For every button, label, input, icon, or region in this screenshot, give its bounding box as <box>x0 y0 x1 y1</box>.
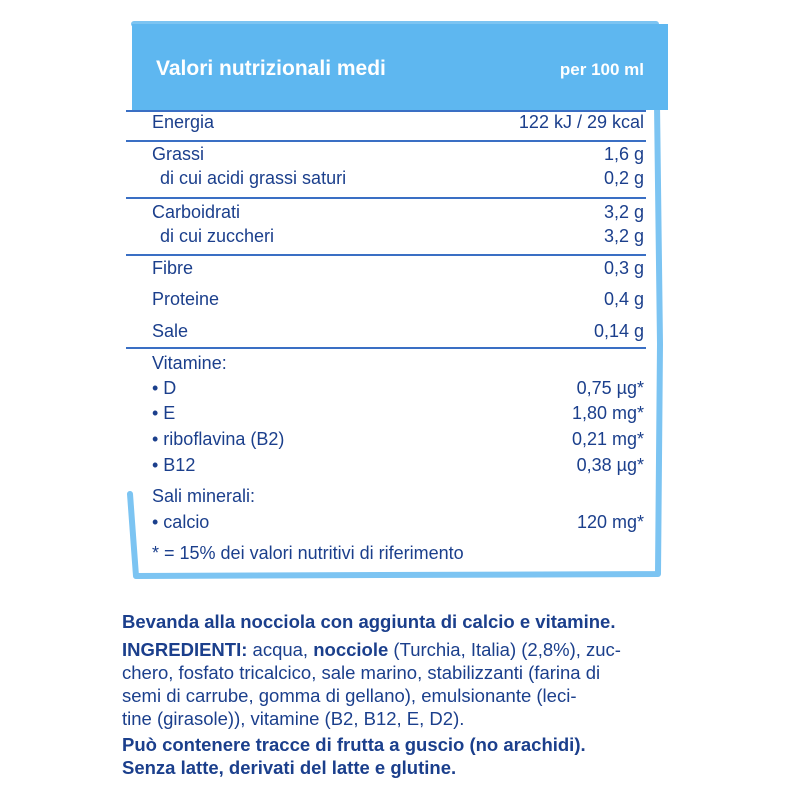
divider <box>126 197 646 199</box>
label: di cui zuccheri <box>160 226 275 246</box>
row-riboflavin <box>152 428 644 450</box>
divider <box>126 254 646 256</box>
ingredients-line-3: semi di carrube, gomma di gellano), emulsionante (leci- <box>122 685 577 706</box>
ingredients-text: acqua, <box>247 639 314 660</box>
row-calcium <box>152 511 644 533</box>
ingredients-label: INGREDIENTI: <box>122 639 248 660</box>
label: di cui acidi grassi saturi <box>160 168 347 188</box>
ingredients-line-4: tine (girasole)), vitamine (B2, B12, E, D2). <box>122 708 465 729</box>
value: 0,14 g <box>593 321 644 341</box>
divider <box>126 140 646 142</box>
row-vitamin-d <box>152 377 644 399</box>
row-fat <box>152 143 644 165</box>
table-title: Valori nutrizionali medi <box>156 57 386 80</box>
nutrition-label-panel <box>122 14 668 582</box>
value: 0,38 µg* <box>576 455 644 475</box>
label: Fibre <box>152 258 194 278</box>
row-saturated-fat <box>152 167 644 189</box>
row-carbohydrates <box>152 201 644 223</box>
label: • riboflavina (B2) <box>152 429 285 449</box>
row-protein <box>152 288 644 310</box>
ingredients-line-1 <box>122 639 702 662</box>
vitamins-heading: Vitamine: <box>152 353 227 373</box>
value: 3,2 g <box>603 226 644 246</box>
label: Carboidrati <box>152 202 241 222</box>
row-energy <box>152 111 644 133</box>
value: 120 mg* <box>576 512 644 532</box>
table-unit: per 100 ml <box>559 60 644 79</box>
label: • B12 <box>152 455 196 475</box>
allergen-warning: Può contenere tracce di frutta a guscio (no arachidi). <box>122 734 586 755</box>
row-vitamin-b12 <box>152 454 644 476</box>
row-sugars <box>152 225 644 247</box>
free-from-statement: Senza latte, derivati del latte e glutine. <box>122 757 457 778</box>
value: 0,3 g <box>603 258 644 278</box>
ingredients-line-2: chero, fosfato tricalcico, sale marino, stabilizzanti (farina di <box>122 662 601 683</box>
product-description: Bevanda alla nocciola con aggiunta di calcio e vitamine. <box>122 611 616 632</box>
value: 0,4 g <box>603 289 644 309</box>
label: • D <box>152 378 177 398</box>
value: 0,75 µg* <box>576 378 644 398</box>
row-fibre <box>152 257 644 279</box>
value: 0,21 mg* <box>571 429 644 449</box>
reference-footnote: * = 15% dei valori nutritivi di riferimento <box>152 543 464 563</box>
label: Grassi <box>152 144 205 164</box>
value: 0,2 g <box>603 168 644 188</box>
label: Sale <box>152 321 189 341</box>
label: • calcio <box>152 512 210 532</box>
value: 122 kJ / 29 kcal <box>518 112 644 132</box>
row-vitamin-e <box>152 402 644 424</box>
value: 1,80 mg* <box>571 403 644 423</box>
header-band <box>132 24 668 110</box>
ingredient-allergen: nocciole <box>313 639 389 660</box>
minerals-heading: Sali minerali: <box>152 486 256 506</box>
label: Proteine <box>152 289 220 309</box>
ingredients-text: (Turchia, Italia) (2,8%), zuc- <box>388 639 621 660</box>
divider <box>126 347 646 349</box>
value: 1,6 g <box>603 144 644 164</box>
label: • E <box>152 403 176 423</box>
row-salt <box>152 320 644 342</box>
value: 3,2 g <box>603 202 644 222</box>
label: Energia <box>152 112 215 132</box>
